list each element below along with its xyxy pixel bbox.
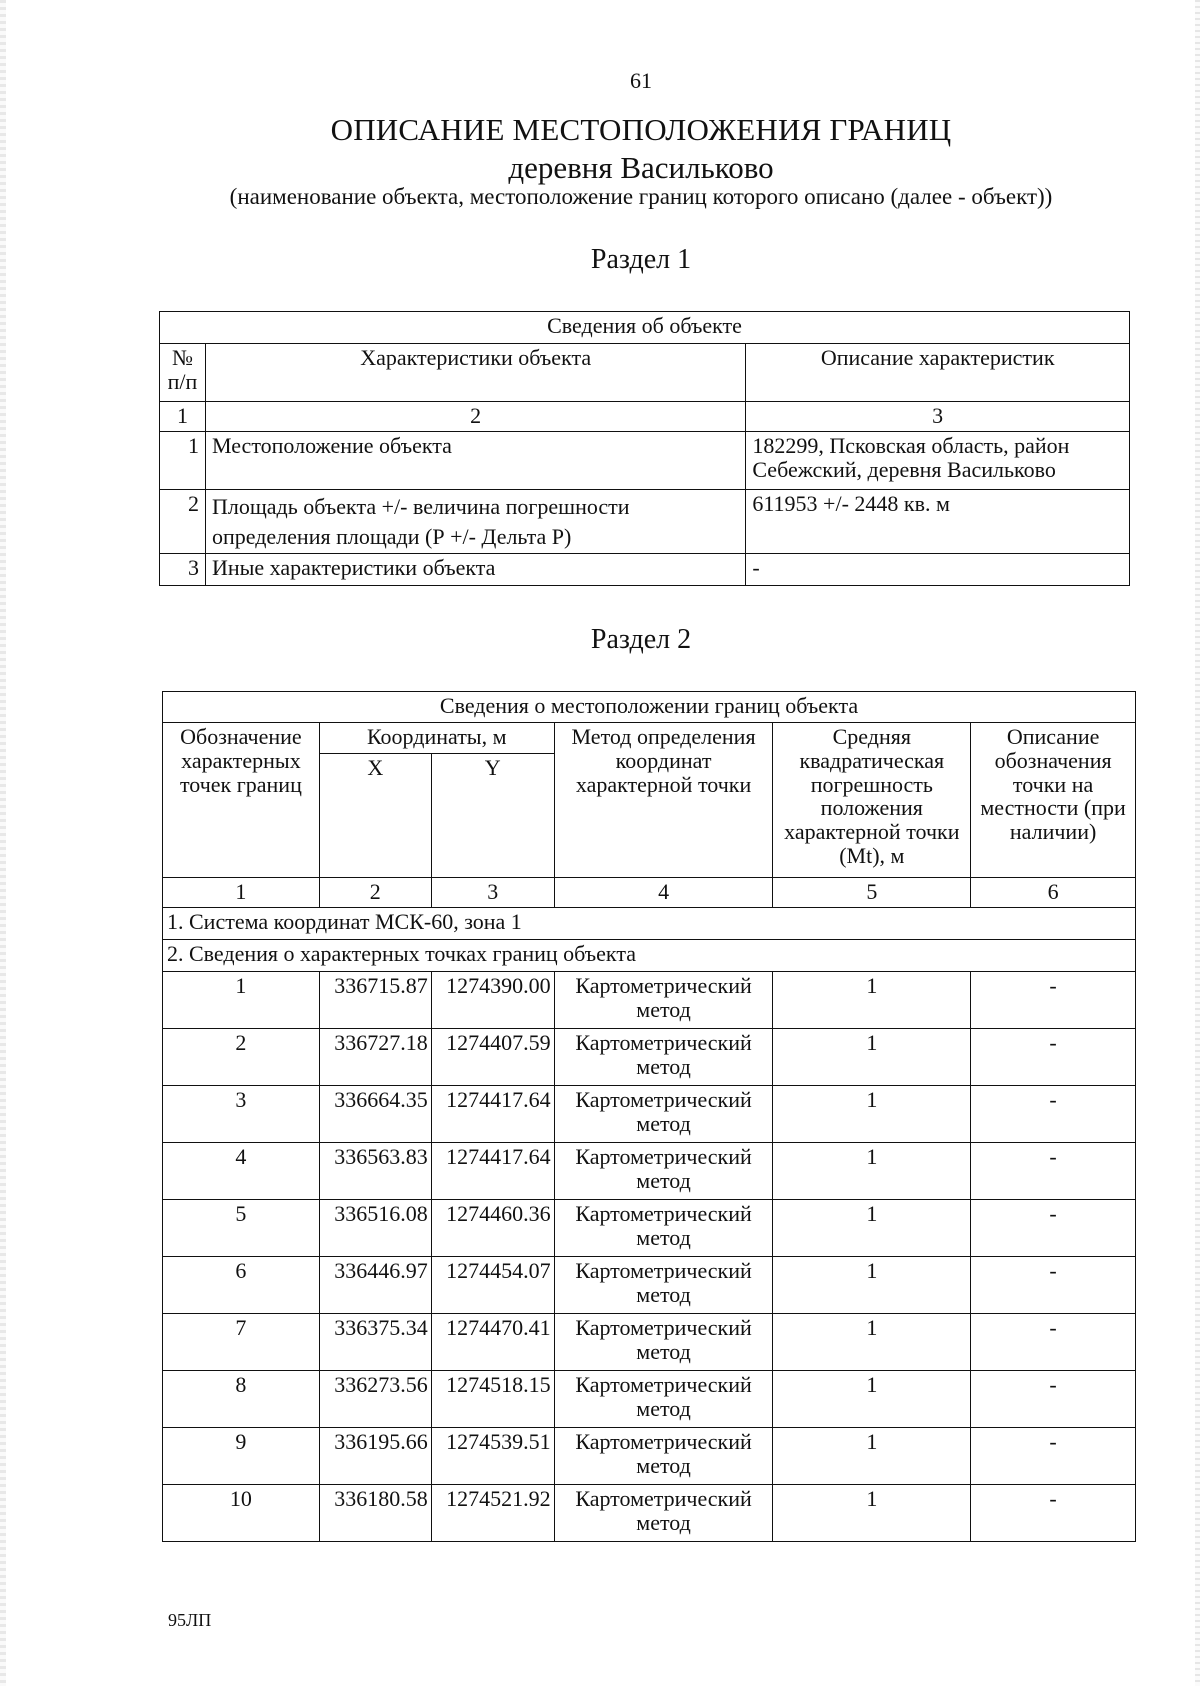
point-y: 1274539.51: [431, 1428, 554, 1485]
table-row: [160, 490, 1130, 554]
point-description: -: [971, 1428, 1136, 1485]
point-method: Картометрический метод: [554, 1371, 773, 1428]
row-description: -: [746, 554, 1130, 586]
row-characteristic: Иные характеристики объекта: [205, 554, 745, 586]
point-error: 1: [773, 972, 971, 1029]
table-title: Сведения о местоположении границ объекта: [163, 692, 1136, 723]
table-row: [163, 1086, 1136, 1143]
col-number: 6: [971, 878, 1136, 908]
point-y: 1274518.15: [431, 1371, 554, 1428]
object-name: деревня Васильково: [508, 150, 774, 185]
point-number: 4: [163, 1143, 320, 1200]
point-error: 1: [773, 1371, 971, 1428]
point-method: Картометрический метод: [554, 1086, 773, 1143]
row-num: 2: [160, 490, 206, 554]
point-number: 1: [163, 972, 320, 1029]
point-x: 336715.87: [319, 972, 431, 1029]
header-point-description: Описание обозначения точки на местности (при наличии): [971, 723, 1136, 878]
point-method: Картометрический метод: [554, 1485, 773, 1542]
table-row: [160, 432, 1130, 490]
table-row: [163, 1485, 1136, 1542]
point-description: -: [971, 1314, 1136, 1371]
point-description: -: [971, 1143, 1136, 1200]
point-description: -: [971, 1200, 1136, 1257]
header-method: Метод определения координат характерной точки: [554, 723, 773, 878]
point-number: 9: [163, 1428, 320, 1485]
row-characteristic: Площадь объекта +/- величина погрешности определения площади (Р +/- Дельта Р): [205, 490, 745, 554]
point-y: 1274407.59: [431, 1029, 554, 1086]
table-row: [160, 554, 1130, 586]
table-row: [163, 1314, 1136, 1371]
table-row: [163, 1371, 1136, 1428]
point-x: 336563.83: [319, 1143, 431, 1200]
header-num: № п/п: [160, 344, 206, 402]
col-number: 3: [746, 402, 1130, 432]
point-y: 1274521.92: [431, 1485, 554, 1542]
table-title: Сведения об объекте: [160, 312, 1130, 344]
point-error: 1: [773, 1257, 971, 1314]
point-method: Картометрический метод: [554, 1428, 773, 1485]
point-method: Картометрический метод: [554, 1257, 773, 1314]
boundary-points-table: [162, 691, 1136, 1542]
point-x: 336446.97: [319, 1257, 431, 1314]
point-error: 1: [773, 1086, 971, 1143]
table-row: [163, 1029, 1136, 1086]
row-characteristic: Местоположение объекта: [205, 432, 745, 490]
points-body: [163, 972, 1136, 1542]
col-number: 4: [554, 878, 773, 908]
point-x: 336180.58: [319, 1485, 431, 1542]
table-row: [163, 1143, 1136, 1200]
point-method: Картометрический метод: [554, 1029, 773, 1086]
table-row: [163, 1200, 1136, 1257]
point-error: 1: [773, 1200, 971, 1257]
point-number: 5: [163, 1200, 320, 1257]
point-description: -: [971, 972, 1136, 1029]
point-number: 3: [163, 1086, 320, 1143]
point-number: 10: [163, 1485, 320, 1542]
row-num: 1: [160, 432, 206, 490]
header-characteristic: Характеристики объекта: [205, 344, 745, 402]
point-y: 1274417.64: [431, 1086, 554, 1143]
coordinate-system-row: 1. Система координат МСК-60, зона 1: [163, 908, 1136, 940]
col-number: 2: [205, 402, 745, 432]
point-method: Картометрический метод: [554, 1143, 773, 1200]
point-error: 1: [773, 1143, 971, 1200]
col-number: 2: [319, 878, 431, 908]
header-point: Обозначение характерных точек границ: [163, 723, 320, 878]
point-method: Картометрический метод: [554, 1200, 773, 1257]
point-error: 1: [773, 1314, 971, 1371]
header-y: Y: [431, 754, 554, 878]
point-error: 1: [773, 1428, 971, 1485]
point-description: -: [971, 1257, 1136, 1314]
point-number: 8: [163, 1371, 320, 1428]
row-description: 182299, Псковская область, район Себежский, деревня Васильково: [746, 432, 1130, 490]
header-coordinates: Координаты, м: [319, 723, 554, 754]
point-method: Картометрический метод: [554, 972, 773, 1029]
col-number: 1: [163, 878, 320, 908]
header-description: Описание характеристик: [746, 344, 1130, 402]
point-description: -: [971, 1485, 1136, 1542]
point-x: 336375.34: [319, 1314, 431, 1371]
row-num: 3: [160, 554, 206, 586]
page-number: 61: [630, 68, 652, 93]
header-error: Средняя квадратическая погрешность положения характерной точки (Mt), м: [773, 723, 971, 878]
object-info-table: [159, 311, 1130, 586]
col-number: 3: [431, 878, 554, 908]
object-note: (наименование объекта, местоположение границ которого описано (далее - объект)): [229, 184, 1053, 209]
point-x: 336664.35: [319, 1086, 431, 1143]
point-x: 336195.66: [319, 1428, 431, 1485]
point-description: -: [971, 1371, 1136, 1428]
point-error: 1: [773, 1029, 971, 1086]
point-y: 1274390.00: [431, 972, 554, 1029]
point-y: 1274460.36: [431, 1200, 554, 1257]
table-row: [163, 1257, 1136, 1314]
document-title: ОПИСАНИЕ МЕСТОПОЛОЖЕНИЯ ГРАНИЦ: [330, 112, 952, 147]
row-description: 611953 +/- 2448 кв. м: [746, 490, 1130, 554]
point-y: 1274454.07: [431, 1257, 554, 1314]
header-x: X: [319, 754, 431, 878]
point-x: 336727.18: [319, 1029, 431, 1086]
points-section-row: 2. Сведения о характерных точках границ объекта: [163, 940, 1136, 972]
table-row: [163, 1428, 1136, 1485]
point-y: 1274470.41: [431, 1314, 554, 1371]
point-description: -: [971, 1086, 1136, 1143]
col-number: 5: [773, 878, 971, 908]
footer-code: 95ЛП: [168, 1610, 212, 1630]
section2-heading: Раздел 2: [590, 624, 692, 655]
point-error: 1: [773, 1485, 971, 1542]
point-method: Картометрический метод: [554, 1314, 773, 1371]
section1-heading: Раздел 1: [590, 244, 692, 275]
point-description: -: [971, 1029, 1136, 1086]
point-x: 336273.56: [319, 1371, 431, 1428]
col-number: 1: [160, 402, 206, 432]
point-number: 7: [163, 1314, 320, 1371]
point-number: 6: [163, 1257, 320, 1314]
point-y: 1274417.64: [431, 1143, 554, 1200]
point-number: 2: [163, 1029, 320, 1086]
table-row: [163, 972, 1136, 1029]
point-x: 336516.08: [319, 1200, 431, 1257]
